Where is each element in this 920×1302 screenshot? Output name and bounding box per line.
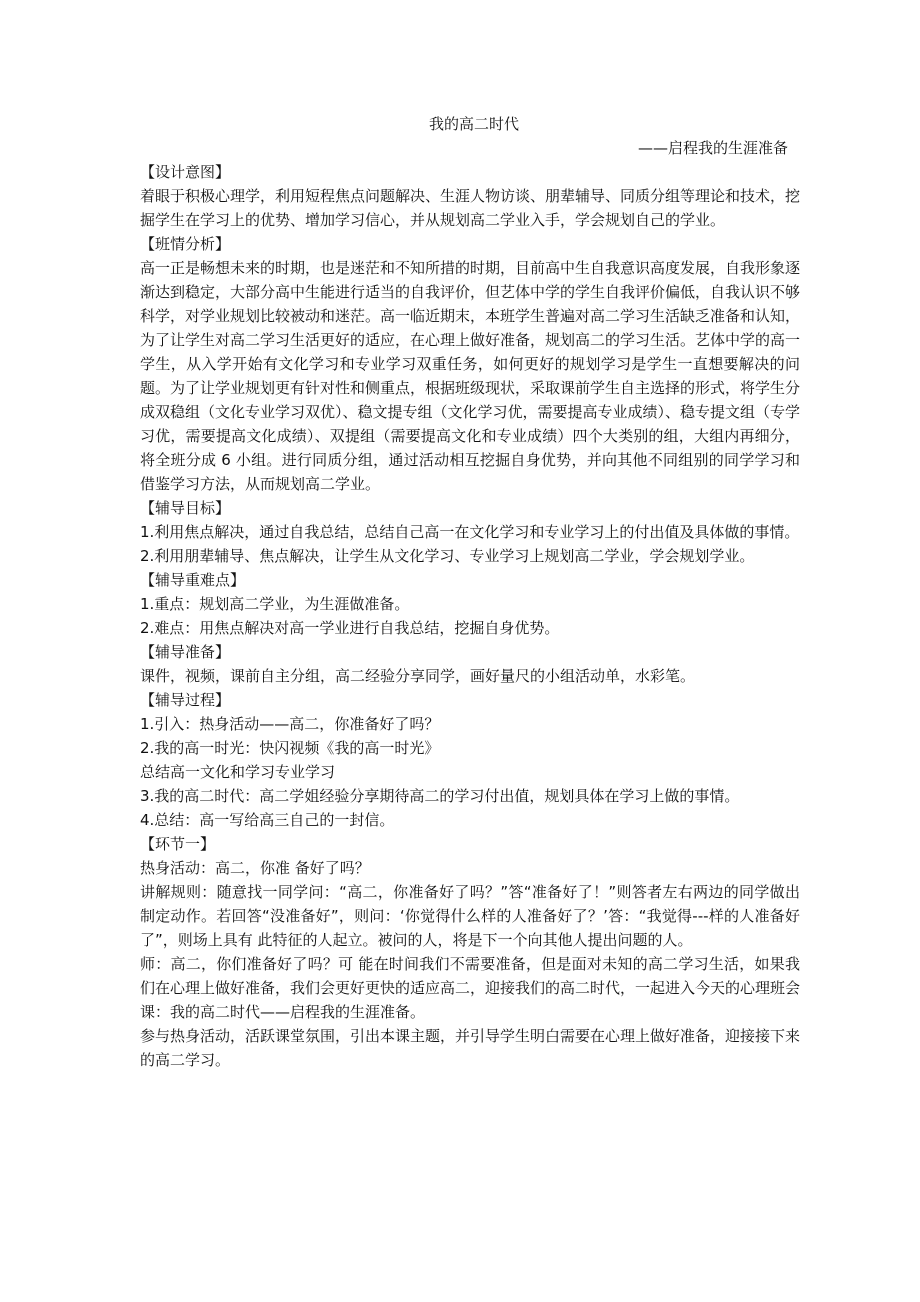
heading-process: 【辅导过程】 — [140, 691, 231, 709]
step-one-rules: 讲解规则：随意找一同学问：“高二，你准备好了吗？”答“准备好了！”则答者左右两边的同学做出制定动作。若回答“没准备好”，则问：‘你觉得什么样的人准备好了？’答：“我觉得---样的人准备好了”，则场上具有 此特征的人起立。被问的人，将是下一个向其他人提出问题的人。 — [140, 883, 800, 949]
process-item-1: 1.引入：热身活动——高二，你准备好了吗？ — [140, 715, 440, 733]
heading-step-one: 【环节一】 — [140, 835, 216, 853]
heading-class-analysis: 【班情分析】 — [140, 235, 231, 253]
process-item-4: 3.我的高二时代：高二学姐经验分享期待高二的学习付出值，规划具体在学习上做的事情。 — [140, 787, 740, 805]
heading-key-points: 【辅导重难点】 — [140, 571, 246, 589]
goal-item-1: 1.利用焦点解决，通过自我总结，总结自己高一在文化学习和专业学习上的付出值及具体做的事情。 — [140, 523, 800, 541]
step-one-summary: 参与热身活动，活跃课堂氛围，引出本课主题，并引导学生明白需要在心理上做好准备，迎接接下来的高二学习。 — [140, 1027, 801, 1069]
document-title: 我的高二时代 — [428, 115, 519, 133]
heading-goals: 【辅导目标】 — [140, 499, 231, 517]
heading-design-intent: 【设计意图】 — [140, 163, 231, 181]
key-point-item-1: 1.重点：规划高二学业，为生涯做准备。 — [140, 595, 410, 613]
class-analysis-text: 高一正是畅想未来的时期，也是迷茫和不知所措的时期，目前高中生自我意识高度发展，自我形象逐渐达到稳定，大部分高中生能进行适当的自我评价，但艺体中学的学生自我评价偏低，自我认识不够科学，对学业规划比较被动和迷茫。高一临近期末，本班学生普遍对高二学习生活缺乏准备和认知，为了让学生对高二学习生活更好的适应，在心理上做好准备，规划高二的学习生活。艺体中学的高一学生，从入学开始有文化学习和专业学习双重任务，如何更好的规划学习是学生一直想要解决的问题。为了让学业规划更有针对性和侧重点，根据班级现状，采取课前学生自主选择的形式，将学生分成双稳组（文化专业学习双优）、稳文提专组（文化学习优，需要提高专业成绩）、稳专提文组（专学习优，需要提高文化成绩）、双提组（需要提高文化和专业成绩）四个大类别的组，大组内再细分，将全班分成 6 小组。进行同质分组，通过活动相互挖掘自身优势，并向其他不同组别的同学学习和借鉴学习方法，从而规划高二学业。 — [140, 259, 801, 493]
key-point-item-2: 2.难点：用焦点解决对高一学业进行自我总结，挖掘自身优势。 — [140, 619, 560, 637]
design-intent-text: 着眼于积极心理学，利用短程焦点问题解决、生涯人物访谈、朋辈辅导、同质分组等理论和技术，挖掘学生在学习上的优势、增加学习信心，并从规划高二学业入手，学会规划自己的学业。 — [140, 187, 801, 229]
process-item-3: 总结高一文化和学习专业学习 — [140, 763, 336, 781]
step-one-teacher: 师：高二，你们准备好了吗？可 能在时间我们不需要准备，但是面对未知的高二学习生活，如果我们在心理上做好准备，我们会更好更快的适应高二，迎接我们的高二时代，一起进入今天的心理班会课：我的高二时代——启程我的生涯准备。 — [140, 955, 801, 1021]
process-item-2: 2.我的高一时光：快闪视频《我的高一时光》 — [140, 739, 440, 757]
goal-item-2: 2.利用朋辈辅导、焦点解决，让学生从文化学习、专业学习上规划高二学业，学会规划学业。 — [140, 547, 755, 565]
heading-preparation: 【辅导准备】 — [140, 643, 231, 661]
document-subtitle: ——启程我的生涯准备 — [637, 139, 788, 157]
document-body — [140, 112, 800, 1072]
step-one-activity: 热身活动：高二，你准 备好了吗？ — [140, 859, 370, 877]
process-item-5: 4.总结：高一写给高三自己的一封信。 — [140, 811, 395, 829]
preparation-text: 课件，视频，课前自主分组，高二经验分享同学，画好量尺的小组活动单，水彩笔。 — [140, 667, 696, 685]
